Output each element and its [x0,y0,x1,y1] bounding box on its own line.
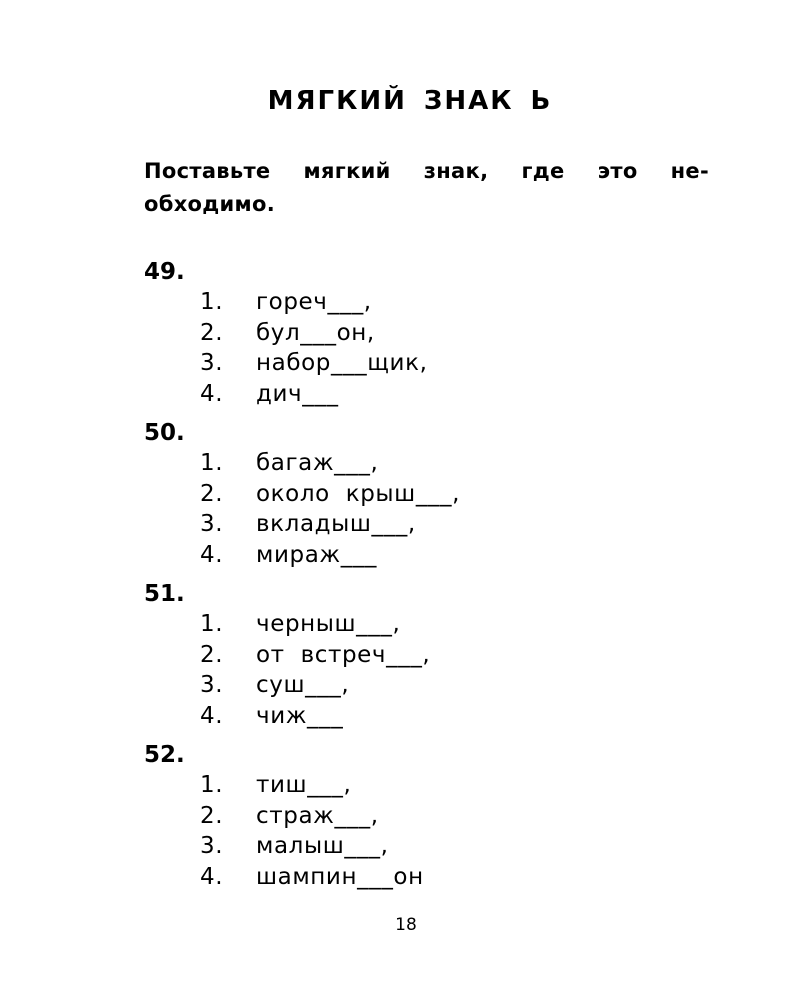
exercise-item [144,287,704,318]
exercise-number: 49. [144,259,185,285]
item-word: бул___он, [256,319,375,346]
item-number: 3. [200,350,224,376]
exercise-number: 51. [144,581,185,607]
item-word: чиж___ [256,702,344,729]
page-number: 18 [395,915,417,935]
page-title: МЯГКИЙ ЗНАК Ь [267,86,553,116]
exercise-item [144,670,704,701]
exercise-item [144,862,704,893]
item-number: 4. [200,380,224,407]
exercise-number: 50. [144,420,185,446]
exercise-item [144,540,704,571]
instruction-text [144,155,709,221]
item-number: 4. [200,863,224,890]
exercise-item [144,770,704,801]
item-number: 1. [200,289,224,315]
item-number: 1. [200,611,224,637]
item-number: 2. [200,802,224,829]
item-word: страж___, [256,802,379,829]
item-word: шампин___он [256,863,424,890]
instruction-line-1: Поставьте мягкий знак, где это не- [144,159,709,183]
item-word: набор___щик, [256,350,428,376]
item-number: 2. [200,319,224,346]
exercise-item [144,831,704,862]
item-word: багаж___, [256,450,379,476]
item-word: около крыш___, [256,480,461,507]
item-word: суш___, [256,672,350,698]
exercise-item [144,640,704,671]
exercise-52 [144,740,704,892]
exercise-item [144,801,704,832]
item-number: 4. [200,702,224,729]
item-word: тиш___, [256,772,352,798]
exercise-51 [144,579,704,731]
item-word: мираж___ [256,541,378,568]
item-word: черныш___, [256,611,401,637]
exercise-49 [144,257,704,409]
item-number: 1. [200,450,224,476]
exercise-item [144,509,704,540]
exercise-50 [144,418,704,570]
exercise-item [144,479,704,510]
exercise-item [144,609,704,640]
item-number: 2. [200,641,224,668]
exercise-item [144,318,704,349]
item-word: гореч___, [256,289,372,315]
exercise-item [144,348,704,379]
item-word: малыш___, [256,833,389,859]
exercise-item [144,379,704,410]
item-number: 4. [200,541,224,568]
item-word: дич___ [256,380,339,407]
item-word: от встреч___, [256,641,431,668]
item-word: вкладыш___, [256,511,416,537]
item-number: 2. [200,480,224,507]
item-number: 3. [200,511,224,537]
exercise-item [144,701,704,732]
item-number: 3. [200,672,224,698]
item-number: 1. [200,772,224,798]
item-number: 3. [200,833,224,859]
instruction-line-2: обходимо. [144,192,276,216]
exercise-number: 52. [144,742,185,768]
exercise-item [144,448,704,479]
